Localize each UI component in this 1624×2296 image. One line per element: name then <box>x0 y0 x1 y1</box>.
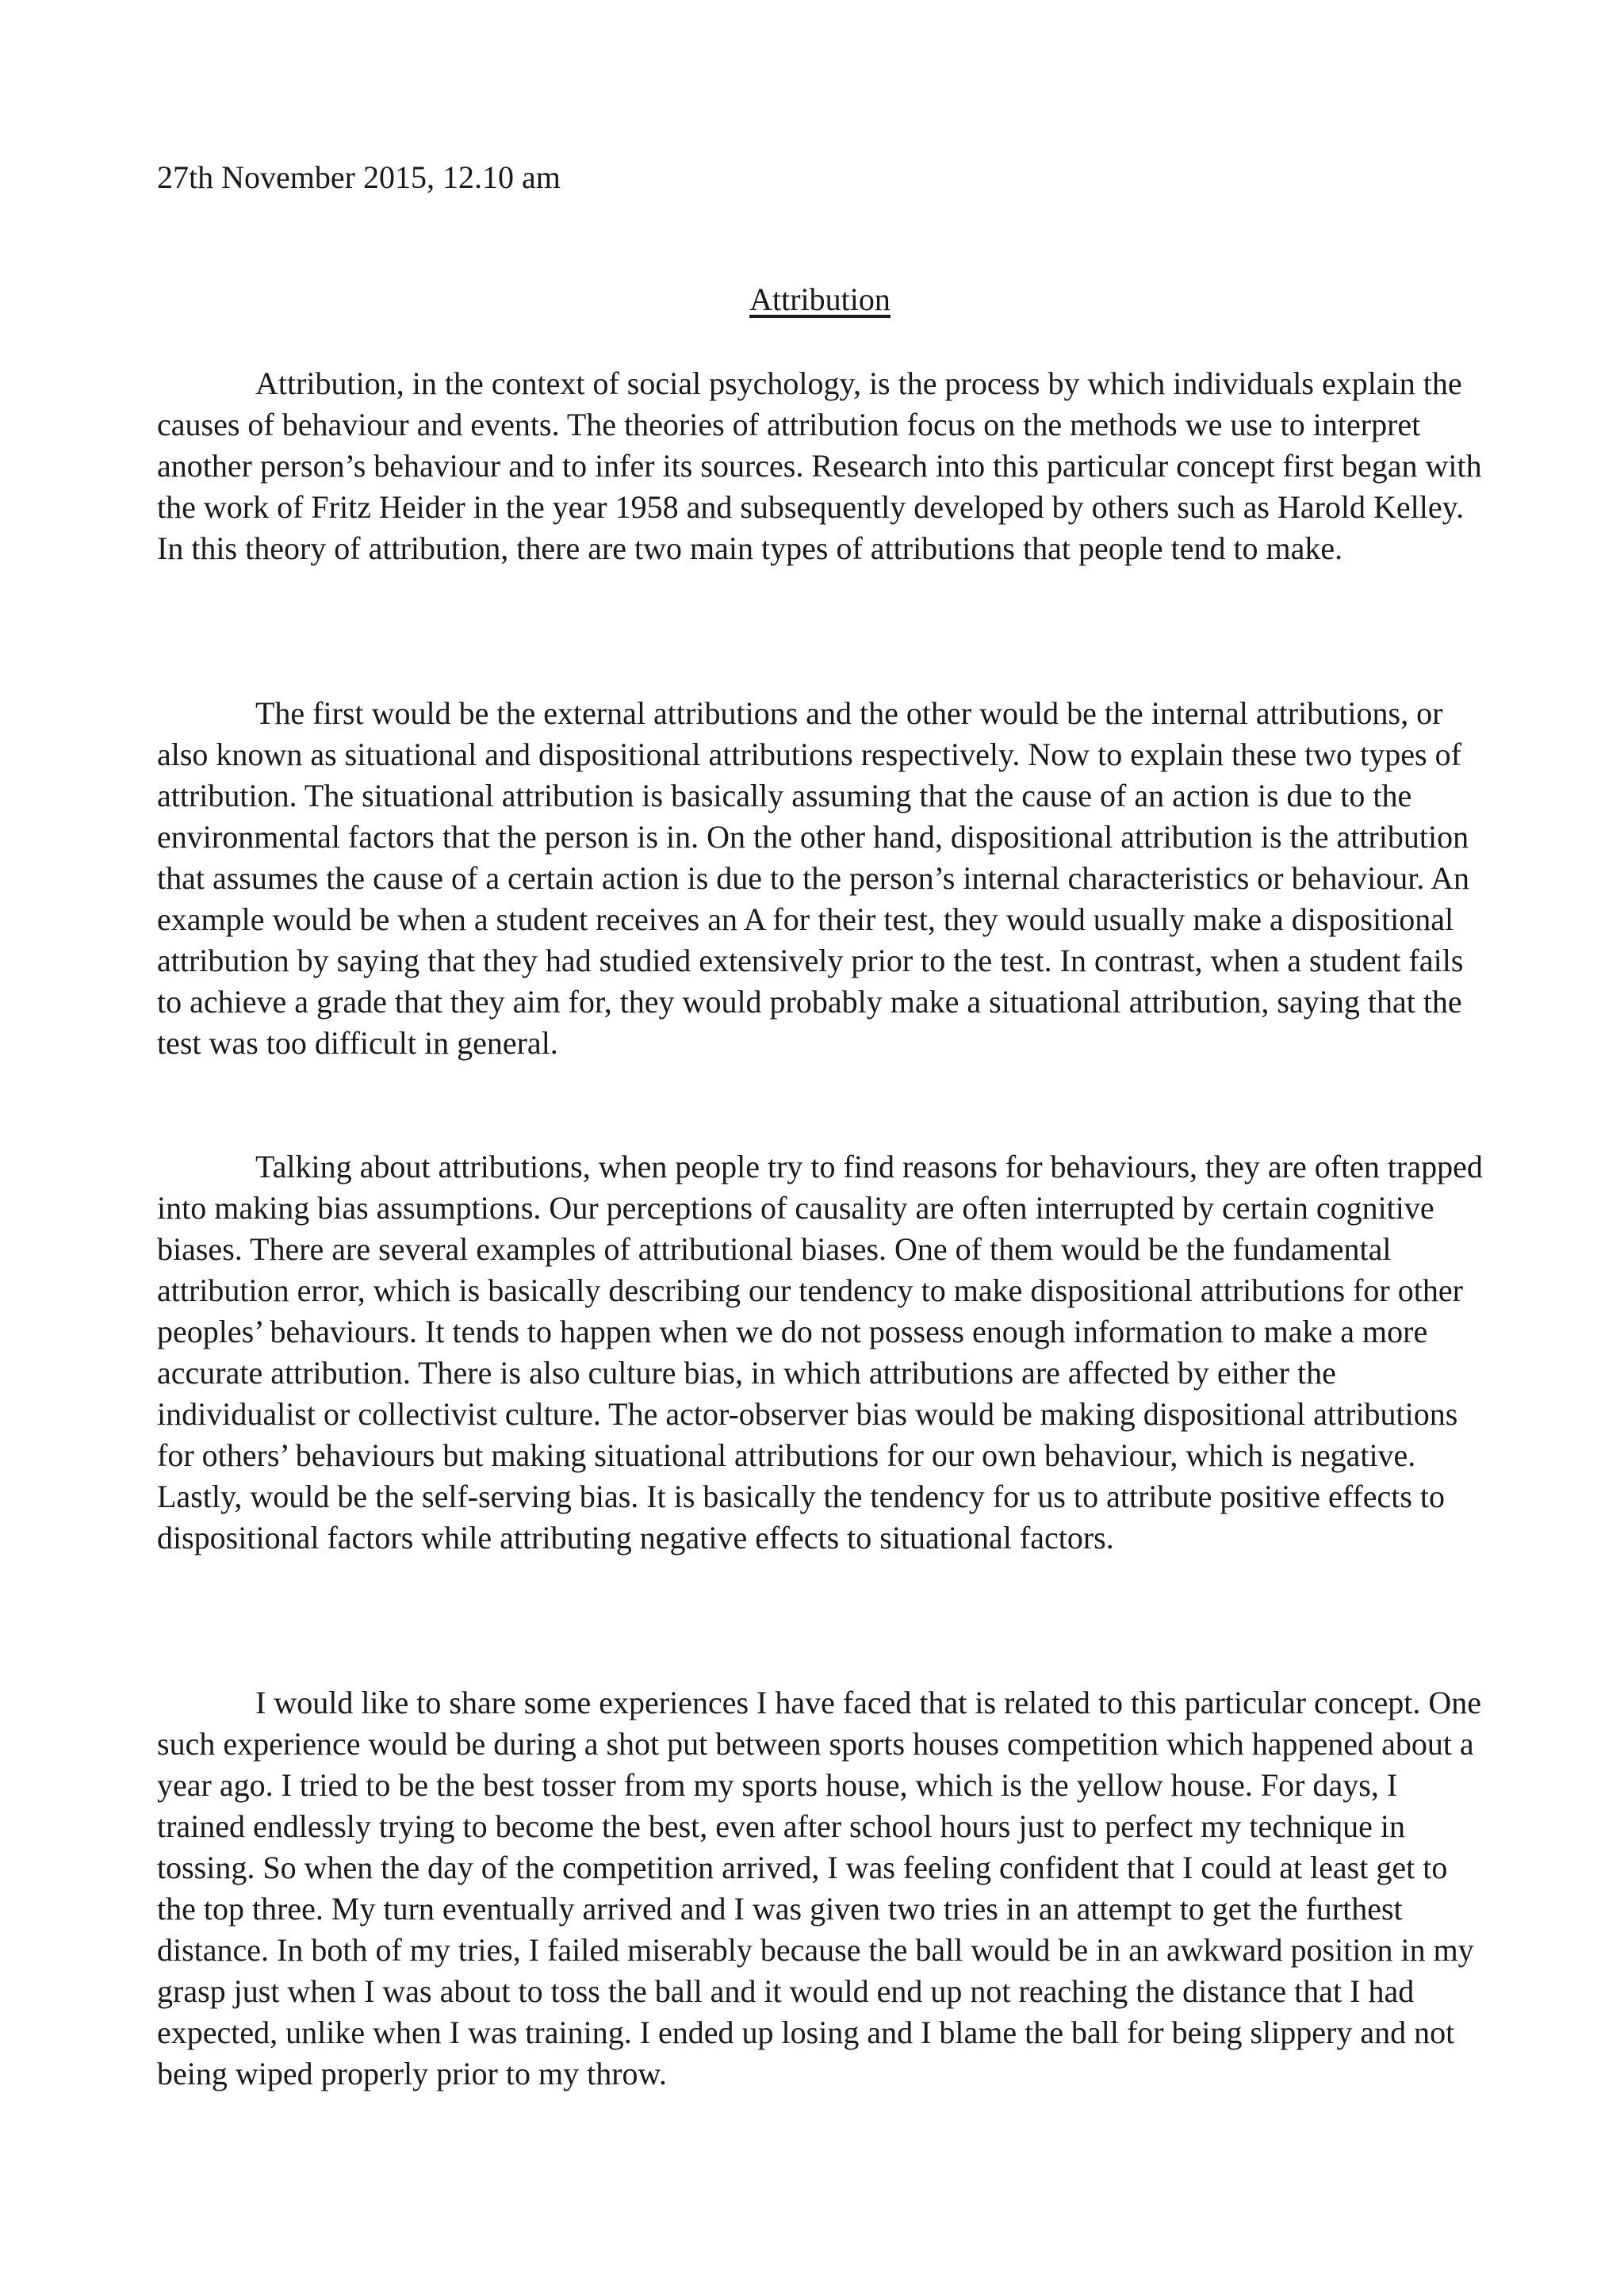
paragraph: Attribution, in the context of social psychology, is the process by which individuals explain the causes of behaviour and events. The theories of attribution focus on the methods we use to interpret another person’s behaviour and to infer its sources. Research into this particular concept first began with the work of Fritz Heider in the year 1958 and subsequently developed by others such as Harold Kelley. In this theory of attribution, there are two main types of attributions that people tend to make. <box>157 365 1482 566</box>
paragraph: I would like to share some experiences I have faced that is related to this particular concept. One such experience would be during a shot put between sports houses competition which happened about a year ago. I tried to be the best tosser from my sports house, which is the yellow house. For days, I trained endlessly trying to become the best, even after school hours just to perfect my technique in tossing. So when the day of the competition arrived, I was feeling confident that I could at least get to the top three. My turn eventually arrived and I was given two tries in an attempt to get the furthest distance. In both of my tries, I failed miserably because the ball would be in an awkward position in my grasp just when I was about to toss the ball and it would end up not reaching the distance that I had expected, unlike when I was training. I ended up losing and I blame the ball for being slippery and not being wiped properly prior to my throw. <box>157 1685 1482 2091</box>
document-date: 27th November 2015, 12.10 am <box>157 159 561 195</box>
paragraph: Talking about attributions, when people try to find reasons for behaviours, they are often trapped into making bias assumptions. Our perceptions of causality are often interrupted by certain cognitive biases. There are several examples of attributional biases. One of them would be the fundamental attribution error, which is basically describing our tendency to make dispositional attributions for other peoples’ behaviours. It tends to happen when we do not possess enough information to make a more accurate attribution. There is also culture bias, in which attributions are affected by either the individualist or collectivist culture. The actor-observer bias would be making dispositional attributions for others’ behaviours but making situational attributions for our own behaviour, which is negative. Lastly, would be the self-serving bias. It is basically the tendency for us to attribute positive effects to dispositional factors while attributing negative effects to situational factors. <box>157 1149 1483 1556</box>
document-title: Attribution <box>749 281 891 317</box>
paragraph: The first would be the external attributions and the other would be the internal attributions, or also known as situational and dispositional attributions respectively. Now to explain these two types of attribution. The situational attribution is basically assuming that the cause of an action is due to the environmental factors that the person is in. On the other hand, dispositional attribution is the attribution that assumes the cause of a certain action is due to the person’s internal characteristics or behaviour. An example would be when a student receives an A for their test, they would usually make a dispositional attribution by saying that they had studied extensively prior to the test. In contrast, when a student fails to achieve a grade that they aim for, they would probably make a situational attribution, saying that the test was too difficult in general. <box>157 695 1469 1061</box>
